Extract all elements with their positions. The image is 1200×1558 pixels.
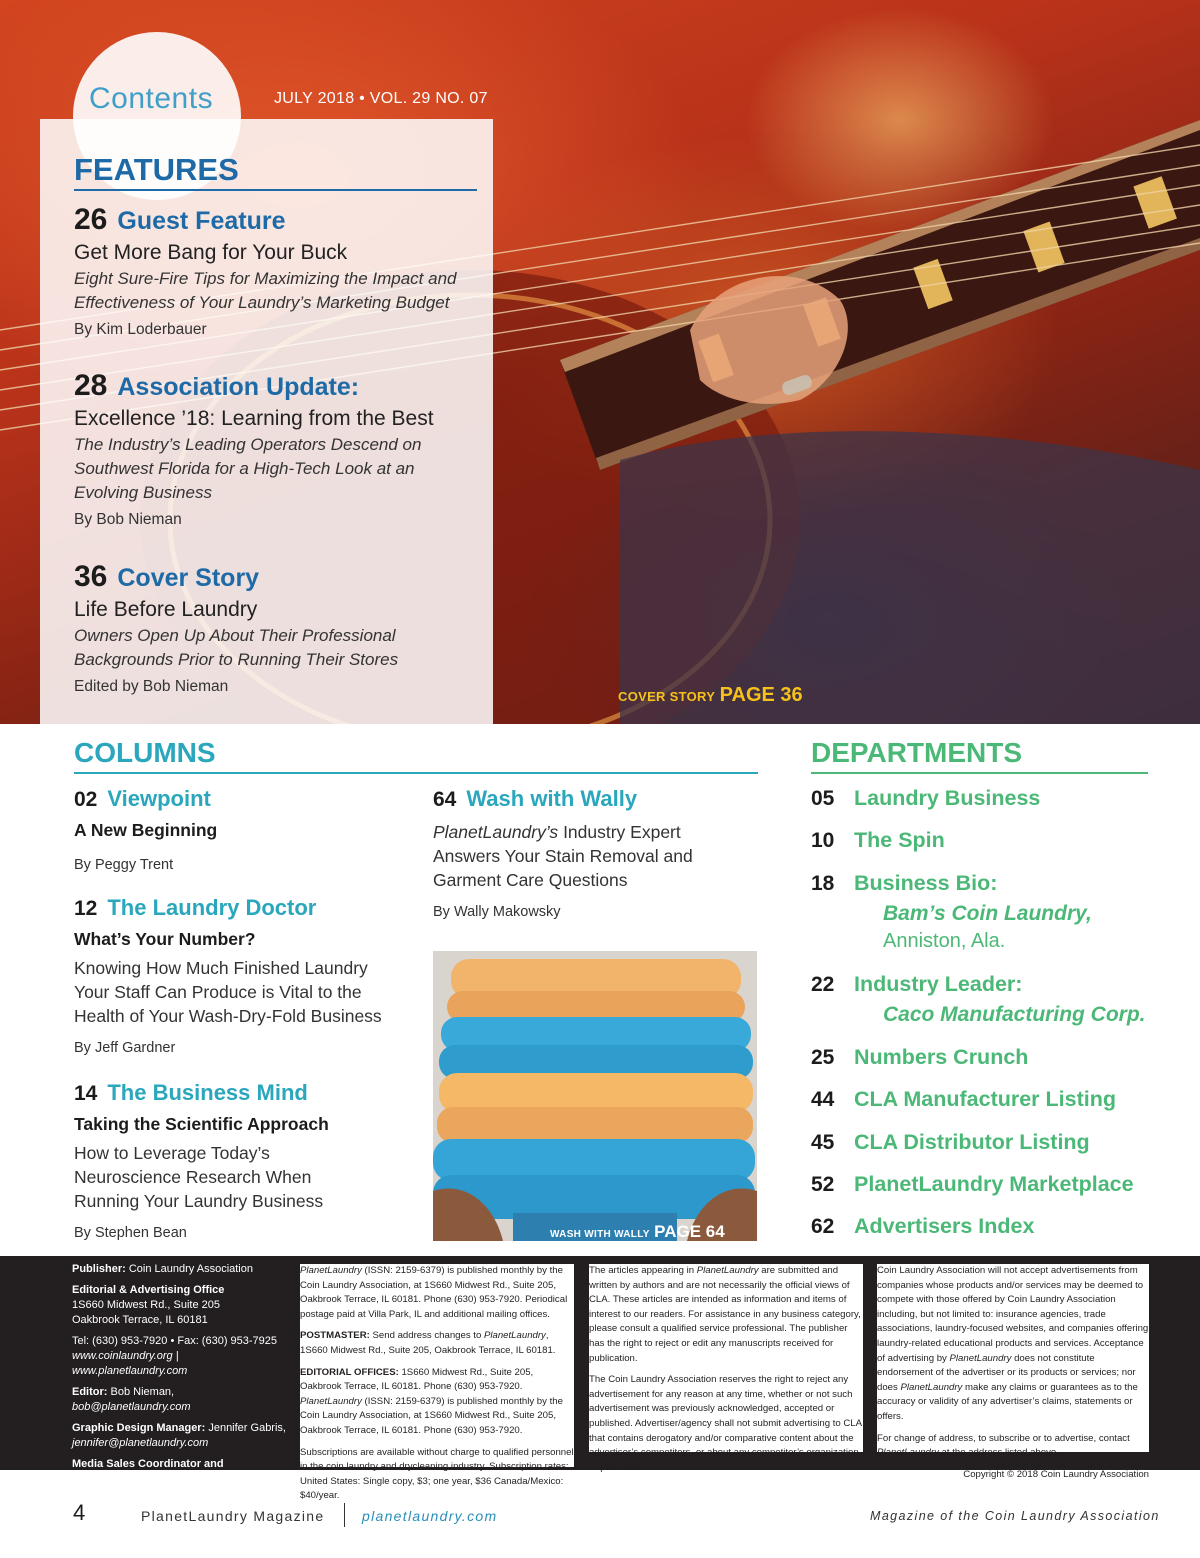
masthead-advertising-policy: Coin Laundry Association will not accept advertisements from companies whose products and/or services may be deemed to compete with those offered by Coin Laundry Association including, but not limited to: insurance agencies, trade associations, laundry-focused websites, and companies offering laundry-related educational products and services. Acceptance of advertising by PlanetLaundry does not constitute endorsement of the advertiser or its products or services; nor does PlanetLaundry make any claims or guarantees as to the accuracy or validity of any advertiser’s claims, statements or offers. For change of address, to subscribe or to advertise, contact PlanetLaundry at the address listed above. Copyright © 2018 Coin Laundry Association <box>877 1264 1149 1452</box>
feature-byline: By Kim Loderbauer <box>74 321 207 338</box>
footer-divider <box>344 1503 345 1527</box>
department-name: PlanetLaundry Marketplace <box>854 1172 1134 1196</box>
department-name: CLA Manufacturer Listing <box>854 1087 1116 1111</box>
sales-email-link[interactable]: sales@planetlaundry.com <box>72 1488 198 1500</box>
department-item[interactable] <box>811 1214 1034 1239</box>
department-page: 45 <box>811 1131 835 1154</box>
features-heading: FEATURES <box>74 152 239 187</box>
department-location: Anniston, Ala. <box>883 930 1006 952</box>
towel-stack-illustration <box>433 951 757 1241</box>
department-item[interactable] <box>811 1172 1134 1197</box>
column-body: PlanetLaundry’s Industry Expert Answers Your Stain Removal and Garment Care Questions <box>433 822 693 890</box>
column-title: A New Beginning <box>74 820 218 840</box>
feature-item[interactable] <box>74 369 474 529</box>
department-item[interactable] <box>811 786 1040 811</box>
department-page: 25 <box>811 1046 835 1069</box>
columns-divider <box>74 772 758 774</box>
cover-story-label: COVER STORY <box>618 689 716 704</box>
column-body: How to Leverage Today’s Neuroscience Research When Running Your Laundry Business <box>74 1143 324 1211</box>
column-page: 14 <box>74 1082 98 1105</box>
department-name: CLA Distributor Listing <box>854 1130 1090 1154</box>
column-section: Wash with Wally <box>466 786 638 811</box>
towel-stack-photo <box>433 951 757 1241</box>
departments-heading: DEPARTMENTS <box>811 737 1023 768</box>
footer-tagline: Magazine of the Coin Laundry Association <box>870 1509 1160 1523</box>
department-name: The Spin <box>854 828 945 852</box>
wally-callout-page: PAGE 64 <box>654 1222 725 1241</box>
feature-subtitle: Owners Open Up About Their Professional Backgrounds Prior to Running Their Stores <box>74 626 399 669</box>
column-section: The Business Mind <box>107 1080 308 1105</box>
cover-story-page: PAGE 36 <box>719 684 803 706</box>
cover-story-callout[interactable] <box>618 684 803 707</box>
magazine-name: PlanetLaundry Magazine <box>141 1508 325 1524</box>
masthead-editorial-policy: The articles appearing in PlanetLaundry are submitted and written by authors and are not necessarily the official views of CLA. These articles are intended as information and items of interest to our readers. For assistance in any business category, please consult a qualified service professional. The publisher has the right to reject or edit any manuscripts received for publication. The Coin Laundry Association reserves the right to reject any advertisement for any reason at any time, whether or not such advertisement was previously acknowledged, accepted or published. Advertiser/agency shall not submit advertising to CLA that contains derogatory and/or comparative content about the advertiser’s competitors, or about any competitor’s organization or products. <box>589 1265 862 1473</box>
column-title: What’s Your Number? <box>74 929 256 949</box>
feature-title: Excellence ’18: Learning from the Best <box>74 407 434 430</box>
feature-byline: Edited by Bob Nieman <box>74 678 229 695</box>
masthead-contacts: Publisher: Coin Laundry Association Editorial & Advertising Office 1S660 Midwest Rd., Suite 205 Oakbrook Terrace, IL 60181 Tel: (630) 953-7920 • Fax: (630) 953-7925 www.coinlaundry.org | www.planetlaundry.com Editor: Bob Nieman, bob@planetlaundry.com Graphic Design Manager: Jennifer Gabris, jennifer@planetlaundry.com Media Sales Coordinator and Classified Ad Sales: Nika Thomas, sales@planetlaundry.com <box>72 1263 286 1500</box>
feature-byline: By Bob Nieman <box>74 511 182 528</box>
department-page: 44 <box>811 1088 835 1111</box>
feature-page: 26 <box>74 203 108 236</box>
department-page: 52 <box>811 1173 835 1196</box>
column-page: 12 <box>74 897 98 920</box>
column-item[interactable] <box>74 786 414 873</box>
department-item[interactable] <box>811 871 1092 953</box>
feature-section: Guest Feature <box>117 207 286 235</box>
column-item[interactable] <box>433 786 763 920</box>
department-name: Numbers Crunch <box>854 1045 1029 1069</box>
department-page: 22 <box>811 973 835 996</box>
features-divider <box>74 189 477 191</box>
department-item[interactable] <box>811 1045 1028 1070</box>
feature-section: Association Update: <box>117 373 360 401</box>
department-item[interactable] <box>811 972 1146 1027</box>
department-name: Advertisers Index <box>854 1214 1035 1238</box>
department-item[interactable] <box>811 1130 1090 1155</box>
department-name: Laundry Business <box>854 786 1041 810</box>
departments-divider <box>811 772 1148 774</box>
column-section: The Laundry Doctor <box>107 895 317 920</box>
department-name: Industry Leader: <box>854 972 1023 996</box>
feature-subtitle: The Industry’s Leading Operators Descend on Southwest Florida for a High-Tech Look at an Evolving Business <box>74 435 422 502</box>
issue-date-volume: JULY 2018 • VOL. 29 NO. 07 <box>274 90 488 107</box>
feature-item[interactable] <box>74 203 474 339</box>
department-page: 10 <box>811 829 835 852</box>
feature-subtitle: Eight Sure-Fire Tips for Maximizing the Impact and Effectiveness of Your Laundry’s Marketing Budget <box>74 269 457 312</box>
contents-title: Contents <box>89 82 214 115</box>
wally-callout-label: WASH WITH WALLY <box>550 1229 650 1240</box>
column-body: Knowing How Much Finished Laundry Your Staff Can Produce is Vital to the Health of Your Wash-Dry-Fold Business <box>74 958 382 1026</box>
page-number: 4 <box>73 1500 86 1525</box>
design-email-link[interactable]: jennifer@planetlaundry.com <box>72 1437 209 1449</box>
masthead-publication-info: PlanetLaundry (ISSN: 2159-6379) is published monthly by the Coin Laundry Association, at 1S660 Midwest Rd., Suite 205, Oakbrook Terrace, IL 60181. Phone (630) 953-7920. Periodical postage paid at Villa Park, IL and additional mailing offices. POSTMASTER: Send address changes to PlanetLaundry, 1S660 Midwest Rd., Suite 205, Oakbrook Terrace, IL 60181. EDITORIAL OFFICES: 1S660 Midwest Rd., Suite 205, Oakbrook Terrace, IL 60181. Phone (630) 953-7920. PlanetLaundry (ISSN: 2159-6379) is published monthly by the Coin Laundry Association, at 1S660 Midwest Rd., Suite 205, Oakbrook Terrace, IL 60181. Phone (630) 953-7920. Subscriptions are available without charge to qualified personnel in the coin laundry and drycleaning industry. Subscription rates: United States: Single copy, $3; one year, $36 Canada/Mexico: $40/year. <box>300 1265 574 1502</box>
cover-photo-guitarist <box>0 0 1200 724</box>
column-page: 64 <box>433 788 457 811</box>
feature-title: Life Before Laundry <box>74 598 258 621</box>
feature-page: 36 <box>74 560 108 593</box>
website-links[interactable]: www.coinlaundry.org | www.planetlaundry.com <box>72 1350 188 1377</box>
website-link[interactable]: planetlaundry.com <box>362 1508 498 1524</box>
column-section: Viewpoint <box>107 786 211 811</box>
feature-item[interactable] <box>74 560 474 696</box>
feature-page: 28 <box>74 369 108 402</box>
column-item[interactable] <box>74 895 414 1056</box>
department-item[interactable] <box>811 1087 1116 1112</box>
column-byline: By Wally Makowsky <box>433 904 561 920</box>
department-item[interactable] <box>811 828 945 853</box>
department-name: Business Bio: <box>854 871 998 895</box>
editor-email-link[interactable]: bob@planetlaundry.com <box>72 1401 191 1413</box>
column-byline: By Jeff Gardner <box>74 1040 176 1056</box>
department-page: 62 <box>811 1215 835 1238</box>
department-subtitle: Caco Manufacturing Corp. <box>883 1003 1146 1026</box>
column-page: 02 <box>74 788 98 811</box>
copyright-notice: Copyright © 2018 Coin Laundry Association <box>963 1468 1149 1480</box>
department-page: 05 <box>811 787 835 810</box>
department-subtitle: Bam’s Coin Laundry, <box>883 902 1092 925</box>
column-byline: By Peggy Trent <box>74 857 174 873</box>
department-page: 18 <box>811 872 835 895</box>
column-byline: By Stephen Bean <box>74 1225 187 1241</box>
columns-heading: COLUMNS <box>74 737 216 768</box>
feature-section: Cover Story <box>117 564 260 592</box>
column-title: Taking the Scientific Approach <box>74 1114 329 1134</box>
column-item[interactable] <box>74 1080 414 1241</box>
wash-with-wally-callout[interactable] <box>550 1222 725 1242</box>
feature-title: Get More Bang for Your Buck <box>74 241 348 264</box>
